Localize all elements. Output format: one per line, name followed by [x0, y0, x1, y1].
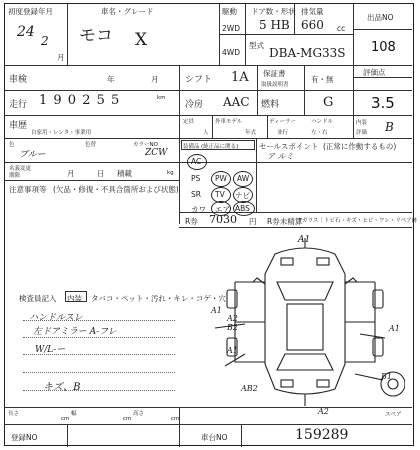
- inspector-interior-label: 内装: [67, 294, 82, 303]
- mark-left-low: A1: [227, 346, 238, 355]
- cooling-value: AAC: [223, 95, 250, 109]
- equipment-sub: (純正品に関る): [201, 144, 239, 150]
- car-grade-label: 車名・グレード: [101, 7, 154, 16]
- ext-model-unit: 年式: [245, 130, 257, 136]
- displacement-value: 660: [301, 18, 324, 32]
- doors-label: ドア数・形状: [251, 7, 296, 16]
- color-no-label: カラーNO: [133, 142, 158, 148]
- loading-label: 積載: [117, 169, 132, 178]
- first-reg-month: 2: [41, 34, 49, 48]
- length-label: 長さ: [8, 411, 20, 417]
- first-reg-year: 24: [17, 24, 35, 40]
- equip-tv: TV: [215, 190, 225, 199]
- fuel-value: G: [323, 95, 334, 110]
- mark-right: A1: [389, 324, 400, 333]
- color-label: 色: [9, 142, 15, 148]
- inspection-label: 車検: [9, 75, 28, 85]
- mileage-value: 1 9 0 2 5 5: [39, 93, 121, 108]
- warranty-label: 保証書: [263, 69, 286, 78]
- drive-4wd: 4WD: [222, 48, 240, 57]
- width-unit: cm: [123, 416, 132, 422]
- sales-point-value: ア ルミ: [267, 152, 294, 161]
- rating-label: 評価点: [363, 68, 386, 77]
- displacement-unit: cc: [337, 24, 346, 33]
- name-change-label: 名義変更: [9, 166, 32, 172]
- equip-ps: PS: [191, 174, 201, 183]
- notes-label: 注意事項等: [9, 185, 47, 194]
- equipment-label: 装備品: [183, 144, 200, 150]
- mark-left-upper: A1: [211, 306, 222, 315]
- chassis-value: 159289: [295, 427, 349, 443]
- interior-value: B: [385, 120, 394, 134]
- equip-aw: AW: [237, 174, 250, 183]
- first-reg-label: 初度登録年月: [8, 7, 53, 16]
- inspector-line2: 左ドアミラー A-フレ: [33, 327, 117, 337]
- inspector-line1: ハンドルスレ: [29, 313, 83, 323]
- equip-abs: ABS: [235, 204, 250, 213]
- notes-sub: (欠品・修復・不具合箇所および状態): [53, 185, 179, 194]
- reg-no-label: 登録NO: [11, 433, 38, 442]
- cooling-label: 冷房: [185, 100, 204, 110]
- warranty-sub: 取扱説明書: [261, 82, 289, 88]
- km-unit: km: [157, 95, 166, 101]
- spare-label: スペア: [385, 412, 402, 418]
- equip-airbag: エア: [215, 205, 230, 214]
- mark-left-mid: A2 B2: [227, 314, 238, 332]
- lot-value: 108: [371, 40, 396, 55]
- sales-point-note: (正常に作動するもの): [323, 142, 397, 151]
- equip-sr: SR: [191, 190, 201, 199]
- mileage-label: 走行: [9, 100, 28, 110]
- key-note: R券未精算: [267, 217, 303, 226]
- mark-top: A1: [298, 235, 311, 245]
- interior-label: 内装: [356, 120, 368, 126]
- inspection-month-unit: 月: [151, 75, 159, 84]
- shift-label: シフト: [185, 75, 213, 85]
- equip-ac: AC: [191, 157, 202, 166]
- warranty-options: 有・無: [311, 75, 334, 84]
- displacement-label: 排気量: [301, 7, 324, 16]
- key-value: 7030: [209, 213, 237, 226]
- handle-options: 左・右: [311, 130, 328, 136]
- chassis-label: 車台NO: [201, 433, 228, 442]
- equip-navi: ナビ: [235, 191, 250, 200]
- rating-value: 3.5: [371, 94, 395, 112]
- ext-model-label: 外車モデル: [215, 119, 243, 125]
- inspector-label: 検査員記入: [19, 294, 57, 303]
- car-name: モコ: [79, 26, 113, 46]
- loading-unit: kg: [167, 170, 174, 176]
- capacity-label: 定員: [183, 119, 195, 125]
- key-label: R券: [185, 217, 198, 226]
- sales-point-label: セールスポイント: [259, 142, 319, 151]
- glass-bar: Fガラス｜トビ石・キズ・ヒビ・ワレ・リペア跡: [299, 218, 418, 224]
- month-unit-r5: 月: [67, 169, 75, 178]
- auction-inspection-sheet: [4, 3, 418, 446]
- day-unit: 日: [97, 169, 105, 178]
- height-label: 高さ: [133, 411, 145, 417]
- model-label: 型式: [249, 41, 264, 50]
- handle-label: ハンドル: [311, 119, 334, 125]
- capacity-unit: 人: [203, 130, 209, 136]
- equip-pw: PW: [215, 174, 227, 183]
- width-label: 幅: [71, 411, 77, 417]
- first-reg-unit: 月: [57, 53, 65, 62]
- length-unit: cm: [61, 416, 70, 422]
- inspection-year-unit: 年: [107, 75, 115, 84]
- mark-right-low: B1: [381, 372, 392, 381]
- inspector-interior-items: タバコ・ペット・汚れ・キレ・コゲ・穴: [91, 294, 226, 303]
- deadline-label: 期限: [9, 173, 21, 179]
- fuel-label: 燃料: [261, 100, 280, 110]
- inspector-line4: キズ、B: [43, 382, 81, 393]
- dealer-label: ディーラー: [269, 119, 297, 125]
- mark-left-bottom: AB2: [241, 384, 258, 393]
- model-value: DBA-MG33S: [269, 46, 346, 60]
- equip-leather: カワ: [191, 205, 206, 214]
- interior-sub: 評価: [356, 130, 368, 136]
- mark-bottom: A2: [318, 407, 329, 416]
- dealer-sub: 並行: [277, 130, 289, 136]
- grade: X: [135, 30, 148, 50]
- lot-label: 出品NO: [367, 13, 394, 22]
- drive-2wd: 2WD: [222, 24, 240, 33]
- drive-label: 駆動: [222, 7, 237, 16]
- height-unit: cm: [171, 416, 180, 422]
- doors-value: 5 HB: [259, 18, 290, 32]
- history-label: 車歴: [9, 121, 28, 131]
- color-no-value: ZCW: [145, 148, 168, 158]
- key-unit: 円: [249, 217, 257, 226]
- shift-value: 1A: [231, 70, 249, 85]
- color-change-label: 色替: [85, 142, 97, 148]
- inspector-line3: W/L-ー: [35, 345, 66, 355]
- color-value: ブルー: [19, 150, 46, 160]
- history-sub: 自家用・レンタ・事業用: [31, 130, 92, 136]
